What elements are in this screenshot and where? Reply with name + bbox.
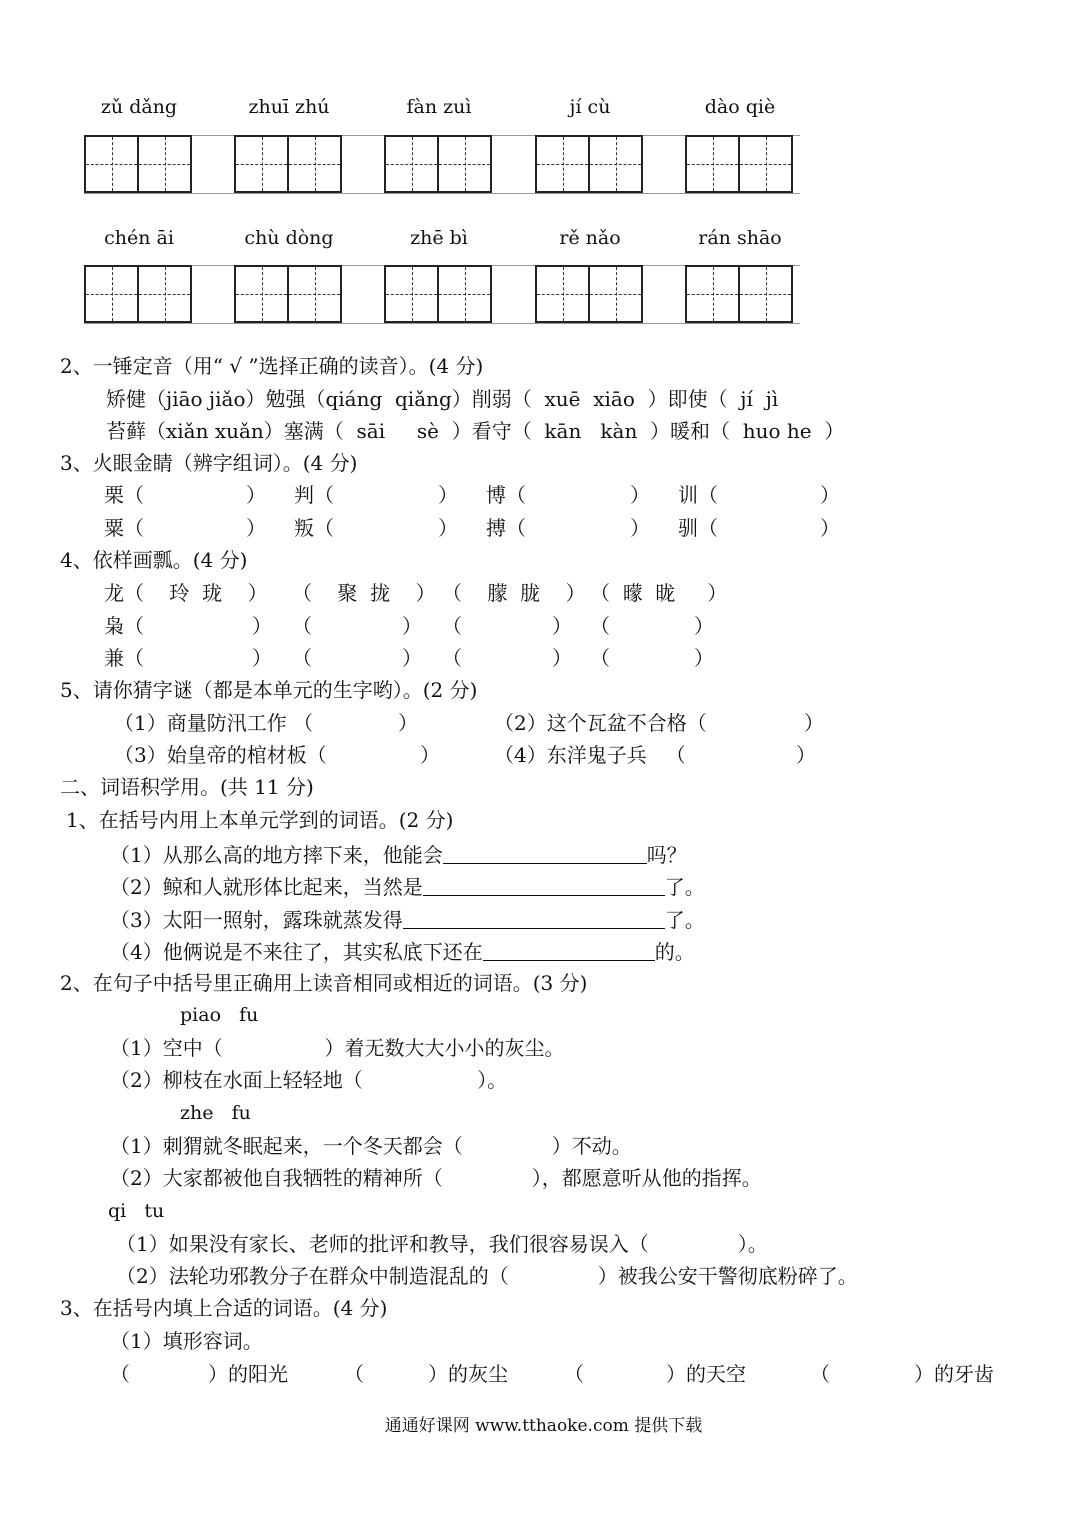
q4-char: 兼（ — [104, 646, 144, 670]
q2-line-2: 苔藓（xiǎn xuǎn）塞满（ sāi sè ）看守（ kān kàn ）暖和（ huo he ） — [106, 419, 845, 443]
s2-sentence: （1）空中（ ）着无数大大小小的灰尘。 — [110, 1036, 565, 1060]
q4-example: （ 朦 胧 ） — [442, 581, 586, 605]
s1-item-text: （1）从那么高的地方摔下来，他能会 — [110, 843, 443, 867]
s1-item — [110, 875, 705, 897]
s1-title: 1、在括号内用上本单元学到的词语。(2 分) — [66, 808, 454, 832]
s3-close: ）的天空 — [666, 1362, 746, 1386]
s2-pinyin: qi tu — [108, 1200, 165, 1222]
q4-close: ） — [252, 646, 272, 670]
s3-open: （ — [110, 1362, 130, 1386]
q3-close: ） — [246, 516, 266, 540]
q4-char: 枭（ — [104, 614, 144, 638]
s3-title: 3、在括号内填上合适的词语。(4 分) — [60, 1296, 388, 1320]
part2-title: 二、词语积学用。(共 11 分) — [60, 775, 314, 799]
s3-open: （ — [810, 1362, 830, 1386]
answer-blank[interactable] — [403, 908, 665, 929]
s2-sentence: （1）如果没有家长、老师的批评和教导，我们很容易误入（ ）。 — [116, 1232, 768, 1256]
writing-grid[interactable] — [84, 265, 192, 323]
s3-open: （ — [344, 1362, 364, 1386]
s3-open: （ — [564, 1362, 584, 1386]
q4-close: ） — [694, 614, 714, 638]
q4-close: ） — [402, 614, 422, 638]
q2-title: 2、一锤定音（用“ √ ”选择正确的读音）。(4 分) — [60, 354, 484, 378]
pinyin-label: jí cù — [569, 96, 611, 118]
pinyin-label: dào qiè — [704, 96, 776, 118]
q4-example: 龙（ 玲 珑 ） — [104, 581, 268, 605]
q4-title: 4、依样画瓢。(4 分) — [60, 548, 248, 572]
pinyin-label: zhē bì — [410, 227, 468, 249]
s1-item-text: （3）太阳一照射，露珠就蒸发得 — [110, 908, 403, 932]
s3-close: ）的阳光 — [208, 1362, 288, 1386]
s2-sentence: （2）法轮功邪教分子在群众中制造混乱的（ ）被我公安干警彻底粉碎了。 — [116, 1264, 858, 1288]
q4-open: （ — [590, 646, 610, 670]
q4-close: ） — [552, 646, 572, 670]
s2-sentence: （2）大家都被他自我牺牲的精神所（ ），都愿意听从他的指挥。 — [110, 1166, 762, 1190]
s1-item — [110, 843, 687, 865]
q5-close: ） — [420, 743, 440, 767]
q3-close: ） — [438, 483, 458, 507]
q5-title: 5、请你猜字谜（都是本单元的生字哟）。(2 分) — [60, 678, 478, 702]
q4-open: （ — [590, 614, 610, 638]
writing-grid[interactable] — [384, 135, 492, 193]
pinyin-label: chù dòng — [244, 227, 334, 249]
pinyin-label: fàn zuì — [406, 96, 472, 118]
writing-grid[interactable] — [234, 135, 342, 193]
q5-riddle: （2）这个瓦盆不合格（ — [494, 711, 707, 735]
q5-riddle: （4）东洋鬼子兵 （ — [494, 743, 686, 767]
q3-char: 训（ — [678, 483, 718, 507]
s1-item-after: 吗？ — [646, 843, 687, 867]
q3-char: 博（ — [486, 483, 526, 507]
writing-grid[interactable] — [234, 265, 342, 323]
s2-sentence: （1）刺猬就冬眠起来，一个冬天都会（ ）不动。 — [110, 1134, 632, 1158]
answer-blank[interactable] — [483, 940, 655, 961]
writing-grid[interactable] — [384, 265, 492, 323]
q4-open: （ — [292, 614, 312, 638]
s1-item — [110, 940, 695, 962]
q3-char: 叛（ — [294, 516, 334, 540]
s1-item — [110, 908, 705, 930]
q4-open: （ — [442, 646, 462, 670]
q3-char: 栗（ — [104, 483, 144, 507]
pinyin-label: chén āi — [104, 227, 174, 249]
answer-blank[interactable] — [423, 875, 665, 896]
s1-item-text: （2）鲸和人就形体比起来，当然是 — [110, 875, 423, 899]
q4-close: ） — [552, 614, 572, 638]
s1-item-after: 了。 — [664, 875, 705, 899]
answer-blank[interactable] — [443, 843, 647, 864]
q5-riddle: （3）始皇帝的棺材板（ — [114, 743, 327, 767]
pinyin-label: zǔ dǎng — [100, 96, 178, 118]
q3-char: 搏（ — [486, 516, 526, 540]
s2-pinyin: piao fu — [180, 1004, 259, 1026]
guide-line — [84, 323, 800, 324]
q3-char: 粟（ — [104, 516, 144, 540]
q5-close: ） — [804, 711, 824, 735]
writing-grid[interactable] — [535, 265, 643, 323]
q4-open: （ — [442, 614, 462, 638]
writing-grid[interactable] — [84, 135, 192, 193]
page-footer: 通通好课网 www.tthaoke.com 提供下载 — [384, 1416, 703, 1436]
s2-title: 2、在句子中括号里正确用上读音相同或相近的词语。(3 分) — [60, 971, 588, 995]
q4-example: （ 曚 昽 ） — [590, 581, 728, 605]
q3-title: 3、火眼金睛（辨字组词）。(4 分) — [60, 451, 358, 475]
s1-item-after: 的。 — [654, 940, 695, 964]
s1-item-text: （4）他俩说是不来往了，其实私底下还在 — [110, 940, 483, 964]
q5-close: ） — [398, 711, 418, 735]
writing-grid[interactable] — [535, 135, 643, 193]
q3-close: ） — [630, 516, 650, 540]
s3-close: ）的牙齿 — [914, 1362, 994, 1386]
writing-grid[interactable] — [685, 135, 793, 193]
q4-open: （ — [292, 646, 312, 670]
s3-sub: （1）填形容词。 — [110, 1329, 263, 1353]
q3-close: ） — [630, 483, 650, 507]
q2-line-1: 矫健（jiāo jiǎo）勉强（qiáng qiǎng）削弱（ xuē xiāo ）即使（ jí jì — [106, 387, 779, 411]
pinyin-label: zhuī zhú — [248, 96, 330, 118]
q4-example: （ 聚 拢 ） — [292, 581, 436, 605]
guide-line — [84, 193, 800, 194]
s2-pinyin: zhe fu — [180, 1102, 251, 1124]
pinyin-label: rán shāo — [698, 227, 782, 249]
writing-grid[interactable] — [685, 265, 793, 323]
q3-close: ） — [820, 516, 840, 540]
q4-close: ） — [252, 614, 272, 638]
s2-sentence: （2）柳枝在水面上轻轻地（ ）。 — [110, 1068, 508, 1092]
q3-close: ） — [438, 516, 458, 540]
q5-riddle: （1）商量防汛工作 （ — [114, 711, 314, 735]
q4-close: ） — [694, 646, 714, 670]
q4-close: ） — [402, 646, 422, 670]
s3-close: ）的灰尘 — [428, 1362, 508, 1386]
q3-char: 驯（ — [678, 516, 718, 540]
q3-close: ） — [820, 483, 840, 507]
q5-close: ） — [796, 743, 816, 767]
q3-close: ） — [246, 483, 266, 507]
s1-item-after: 了。 — [664, 908, 705, 932]
q3-char: 判（ — [294, 483, 334, 507]
pinyin-label: rě nǎo — [559, 227, 621, 249]
